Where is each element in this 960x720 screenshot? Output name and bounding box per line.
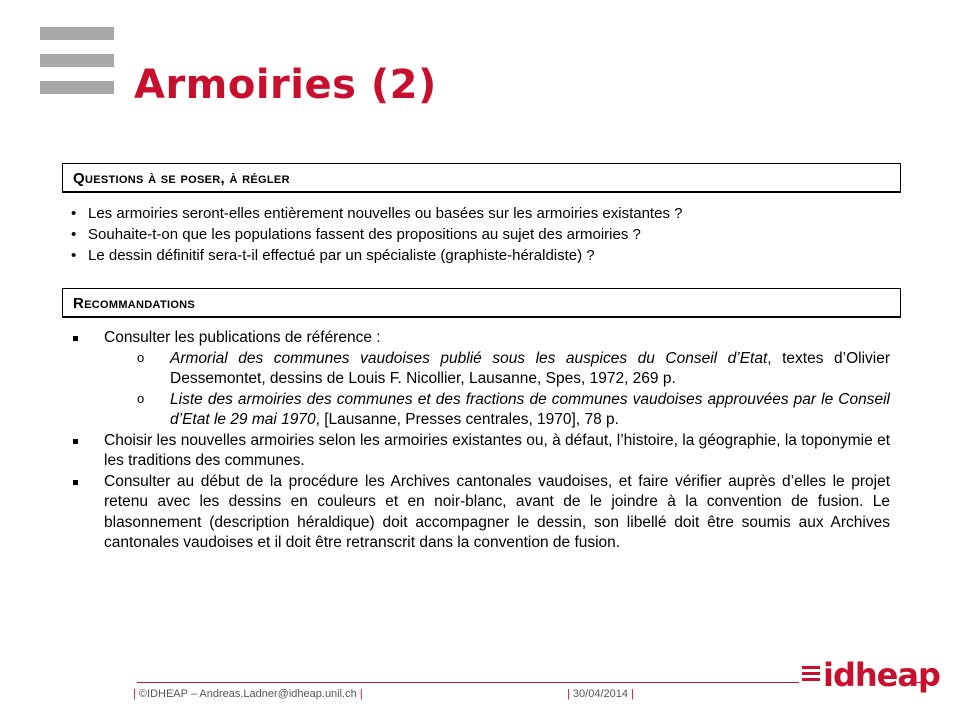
question-item: • Le dessin définitif sera-t-il effectué par un spécialiste (graphiste-héraldiste) ? bbox=[62, 245, 901, 266]
recommendations-heading: Recommandations bbox=[73, 295, 196, 312]
recommendation-item: Choisir les nouvelles armoiries selon les armoiries existantes ou, à défaut, l’histoire, la géographie, la toponymie et les traditions des communes. bbox=[62, 431, 890, 472]
reference-details: , textes d’Olivier Dessemontet, dessins de Louis F. Nicollier, Lausanne, Spes, 1972, 269 p. bbox=[170, 349, 890, 387]
footer-pipe: | bbox=[631, 688, 634, 700]
recommendation-item bbox=[62, 328, 890, 431]
questions-heading-box bbox=[62, 163, 901, 193]
bar bbox=[40, 81, 114, 94]
reference-sublist bbox=[104, 349, 890, 431]
questions-list bbox=[62, 203, 901, 266]
footer-date bbox=[567, 688, 634, 700]
recommendation-item: Consulter au début de la procédure les Archives cantonales vaudoises, et faire vérifier auprès d’elles le projet retenu avec les dessins en couleurs et en noir-blanc, avant de le joindre à la convention de fusion. Le blasonnement (description héraldique) doit accompagner le dessin, son libellé doit être soumis aux Archives cantonales vaudoises et il doit être retranscrit dans la convention de fusion. bbox=[62, 472, 890, 554]
footer-pipe: | bbox=[567, 688, 570, 700]
slide-title: Armoiries (2) bbox=[134, 62, 437, 108]
idheap-logo bbox=[799, 655, 940, 697]
reference-details: , [Lausanne, Presses centrales, 1970], 78 p. bbox=[315, 411, 619, 428]
question-item: • Les armoiries seront-elles entièrement nouvelles ou basées sur les armoiries existantes ? bbox=[62, 203, 901, 224]
footer-date-text: 30/04/2014 bbox=[572, 688, 628, 700]
recommendations-heading-box bbox=[62, 288, 901, 318]
recommendation-text: Consulter les publications de référence : bbox=[104, 329, 381, 346]
reference-item bbox=[104, 390, 890, 431]
logo-bars-icon bbox=[802, 666, 820, 684]
reference-title: Armorial des communes vaudoises publié sous les auspices du Conseil d’Etat bbox=[170, 349, 768, 367]
questions-heading: Questions à se poser, à régler bbox=[73, 170, 290, 187]
footer-pipe: | bbox=[359, 688, 363, 700]
menu-bars-decoration bbox=[40, 27, 114, 108]
bar bbox=[40, 27, 114, 40]
footer-credit-text: ©IDHEAP – Andreas.Ladner@idheap.unil.ch bbox=[138, 688, 357, 700]
logo-text: idheap bbox=[823, 656, 940, 694]
bar bbox=[40, 54, 114, 67]
reference-title: Liste des armoiries des communes et des fractions de communes vaudoises approuvées par le Conseil d’Etat le 29 mai 1970 bbox=[170, 390, 890, 428]
recommendations-list bbox=[62, 328, 890, 554]
footer-pipe: | bbox=[133, 688, 136, 700]
reference-item bbox=[104, 349, 890, 390]
question-item: • Souhaite-t-on que les populations fassent des propositions au sujet des armoiries ? bbox=[62, 224, 901, 245]
footer-credit bbox=[133, 688, 363, 700]
document-excerpt bbox=[62, 163, 901, 554]
